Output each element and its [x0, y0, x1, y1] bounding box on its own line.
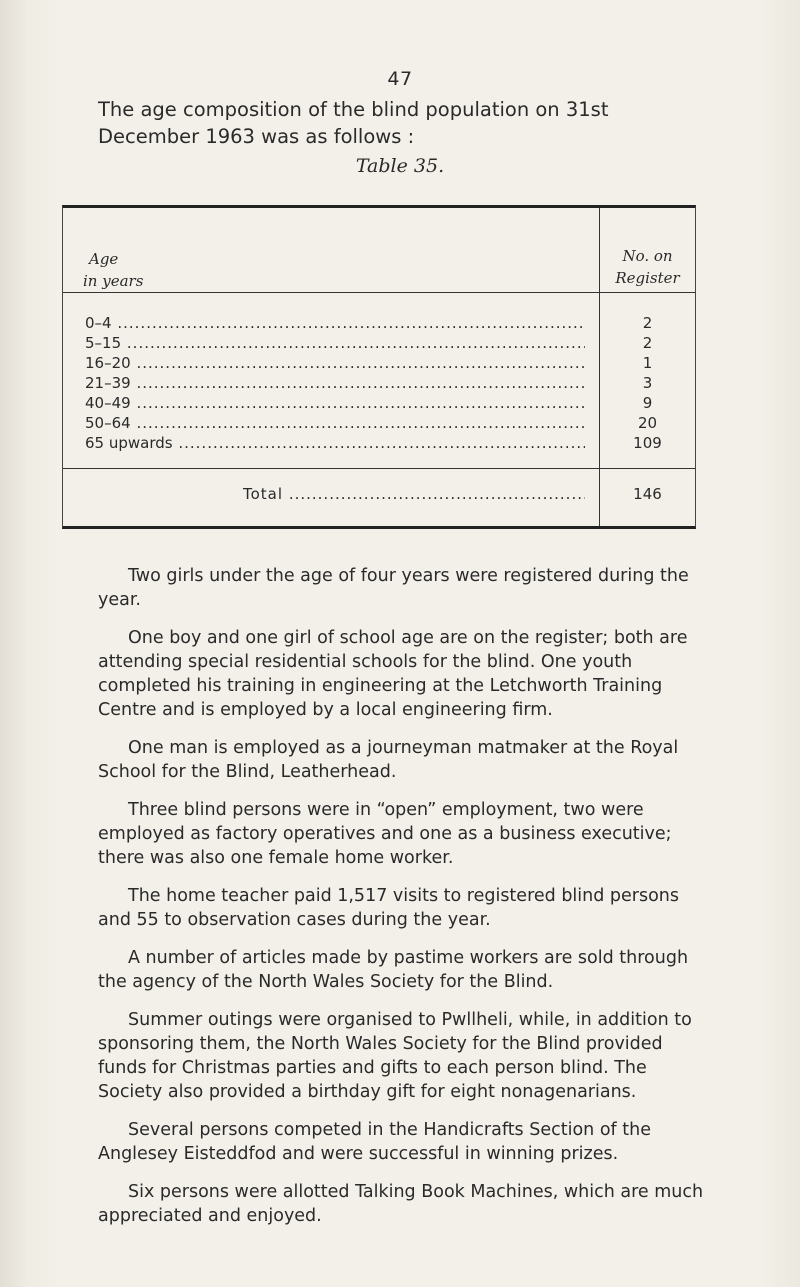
table-row	[63, 334, 695, 354]
register-count: 109	[633, 434, 662, 452]
total-rule	[63, 468, 695, 469]
header-age	[83, 248, 143, 292]
register-count: 9	[642, 394, 653, 412]
age-range: 65 upwards .....	[85, 434, 585, 452]
table-row	[63, 394, 695, 414]
paragraph-girls-registered: Two girls under the age of four years were registered during the year.	[98, 566, 689, 610]
register-count: 2	[642, 314, 653, 332]
header-register-line-1: No. on	[622, 247, 673, 265]
page-number: 47	[387, 68, 413, 90]
paragraph-matmaker: One man is employed as a journeyman matmaker at the Royal School for the Blind, Leatherhead.	[98, 738, 679, 782]
register-count: 1	[642, 354, 653, 372]
register-count: 20	[637, 414, 658, 432]
age-range: 0–4 .....	[85, 314, 585, 332]
age-range: 5–15 .....	[85, 334, 585, 352]
header-register	[600, 245, 695, 289]
intro-paragraph: The age composition of the blind population on 31st December 1963 was as follows :	[98, 98, 609, 148]
table-row	[63, 434, 695, 454]
age-range: 40–49 .....	[85, 394, 585, 412]
paragraph-pastime-workers: A number of articles made by pastime workers are sold through the agency of the North Wales Society for the Blind.	[98, 948, 689, 992]
age-range: 50–64 .....	[85, 414, 585, 432]
paragraph-school-age: One boy and one girl of school age are on the register; both are attending special residential schools for the blind. One youth completed his training in engineering at the Letchworth Training Centre and is employed by a local engineering firm.	[98, 628, 688, 720]
table-row	[63, 414, 695, 434]
paragraph-summer-outings: Summer outings were organised to Pwllheli, while, in addition to sponsoring them, the North Wales Society for the Blind provided funds for Christmas parties and gifts to each person blind. The Society also provided a birthday gift for eight nonagenarians.	[98, 1010, 692, 1102]
paragraph-home-teacher: The home teacher paid 1,517 visits to registered blind persons and 55 to observation cases during the year.	[98, 886, 680, 930]
age-range: 16–20 .....	[85, 354, 585, 372]
blind-population-table	[62, 205, 696, 529]
table-row	[63, 314, 695, 334]
table-row	[63, 374, 695, 394]
paragraph-open-employment: Three blind persons were in “open” employment, two were employed as factory operatives and one as a business executive; there was also one female home worker.	[98, 800, 672, 868]
age-range: 21–39 .....	[85, 374, 585, 392]
header-age-line-1: Age	[89, 250, 119, 268]
paragraph-eisteddfod: Several persons competed in the Handicrafts Section of the Anglesey Eisteddfod and were successful in winning prizes.	[98, 1120, 651, 1164]
total-row	[63, 485, 695, 505]
header-age-line-2: in years	[83, 272, 144, 290]
total-label: Total .....	[243, 485, 585, 503]
table-caption: Table 35.	[355, 155, 445, 177]
register-count: 3	[642, 374, 653, 392]
total-value: 146	[633, 485, 662, 503]
table-row	[63, 354, 695, 374]
header-register-line-2: Register	[615, 269, 680, 287]
register-count: 2	[642, 334, 653, 352]
header-rule	[63, 292, 695, 293]
paragraph-talking-books: Six persons were allotted Talking Book Machines, which are much appreciated and enjoyed.	[98, 1182, 704, 1226]
